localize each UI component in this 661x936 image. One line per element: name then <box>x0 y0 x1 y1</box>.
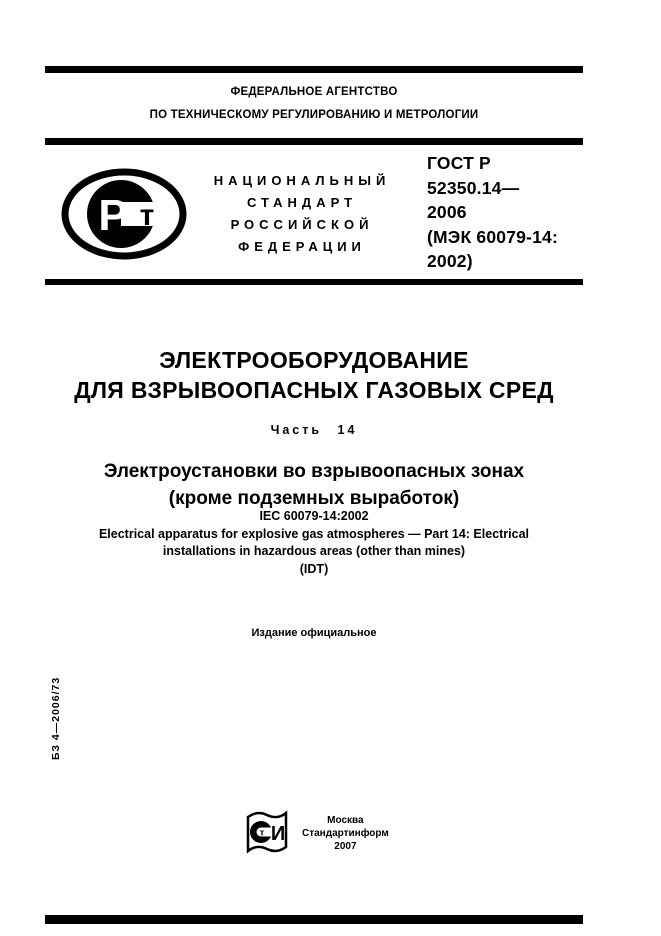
imprint-text <box>302 810 389 853</box>
std-type-line-2: СТАНДАРТ <box>246 195 358 210</box>
imprint-city: Москва <box>327 815 364 826</box>
iec-english-title-line-1: Electrical apparatus for explosive gas atmospheres — Part 14: Electrical <box>98 526 530 541</box>
designation-line-3: 2006 <box>427 202 467 222</box>
part-label: Часть 14 <box>270 423 358 437</box>
top-rule <box>45 66 583 73</box>
agency-header <box>45 81 583 127</box>
subtitle-line-1: Электроустановки во взрывоопасных зонах <box>103 461 525 482</box>
emblem-letter-i: И <box>270 823 286 845</box>
national-standard-label <box>202 170 402 258</box>
standartinform-emblem-icon <box>246 810 288 854</box>
iec-conformity-degree: (IDT) <box>299 561 329 576</box>
rst-letter-r: Р <box>98 191 128 240</box>
designation-bottom-rule <box>45 279 583 285</box>
title-line-1: ЭЛЕКТРООБОРУДОВАНИЕ <box>159 347 469 373</box>
designation-line-2: 52350.14— <box>427 177 520 198</box>
subtitle-line-2: (кроме подземных выработок) <box>168 488 460 509</box>
rst-letter-t: т <box>139 199 155 232</box>
footer-rule <box>45 915 583 924</box>
designation-line-4: (МЭК 60079-14: <box>427 226 558 247</box>
agency-line-2: ПО ТЕХНИЧЕСКОМУ РЕГУЛИРОВАНИЮ И МЕТРОЛОГИИ <box>149 109 479 121</box>
iec-reference-block <box>45 508 583 578</box>
imprint-block <box>246 810 389 854</box>
imprint-publisher: Стандартинформ <box>302 828 389 839</box>
header-bottom-rule <box>45 138 583 145</box>
document-title <box>45 345 583 405</box>
emblem-letter-t: т <box>259 827 265 838</box>
standard-designation <box>427 151 585 274</box>
iec-reference: IEC 60079-14:2002 <box>259 509 369 523</box>
rst-conformity-mark-icon <box>61 168 187 260</box>
std-type-line-4: ФЕДЕРАЦИИ <box>238 239 366 254</box>
designation-line-5: 2002) <box>427 251 473 271</box>
iec-english-title-line-2: installations in hazardous areas (other than mines) <box>162 544 466 558</box>
order-bulletin-code: БЗ 4—2006/73 <box>50 676 62 760</box>
std-type-line-3: РОССИЙСКОЙ <box>230 217 374 232</box>
designation-line-1: ГОСТ Р <box>427 153 491 173</box>
document-subtitle <box>45 458 583 512</box>
imprint-year: 2007 <box>334 841 357 852</box>
edition-note: Издание официальное <box>251 627 377 639</box>
title-line-2: ДЛЯ ВЗРЫВООПАСНЫХ ГАЗОВЫХ СРЕД <box>74 377 554 403</box>
agency-line-1: ФЕДЕРАЛЬНОЕ АГЕНТСТВО <box>230 86 398 98</box>
std-type-line-1: НАЦИОНАЛЬНЫЙ <box>213 173 391 188</box>
